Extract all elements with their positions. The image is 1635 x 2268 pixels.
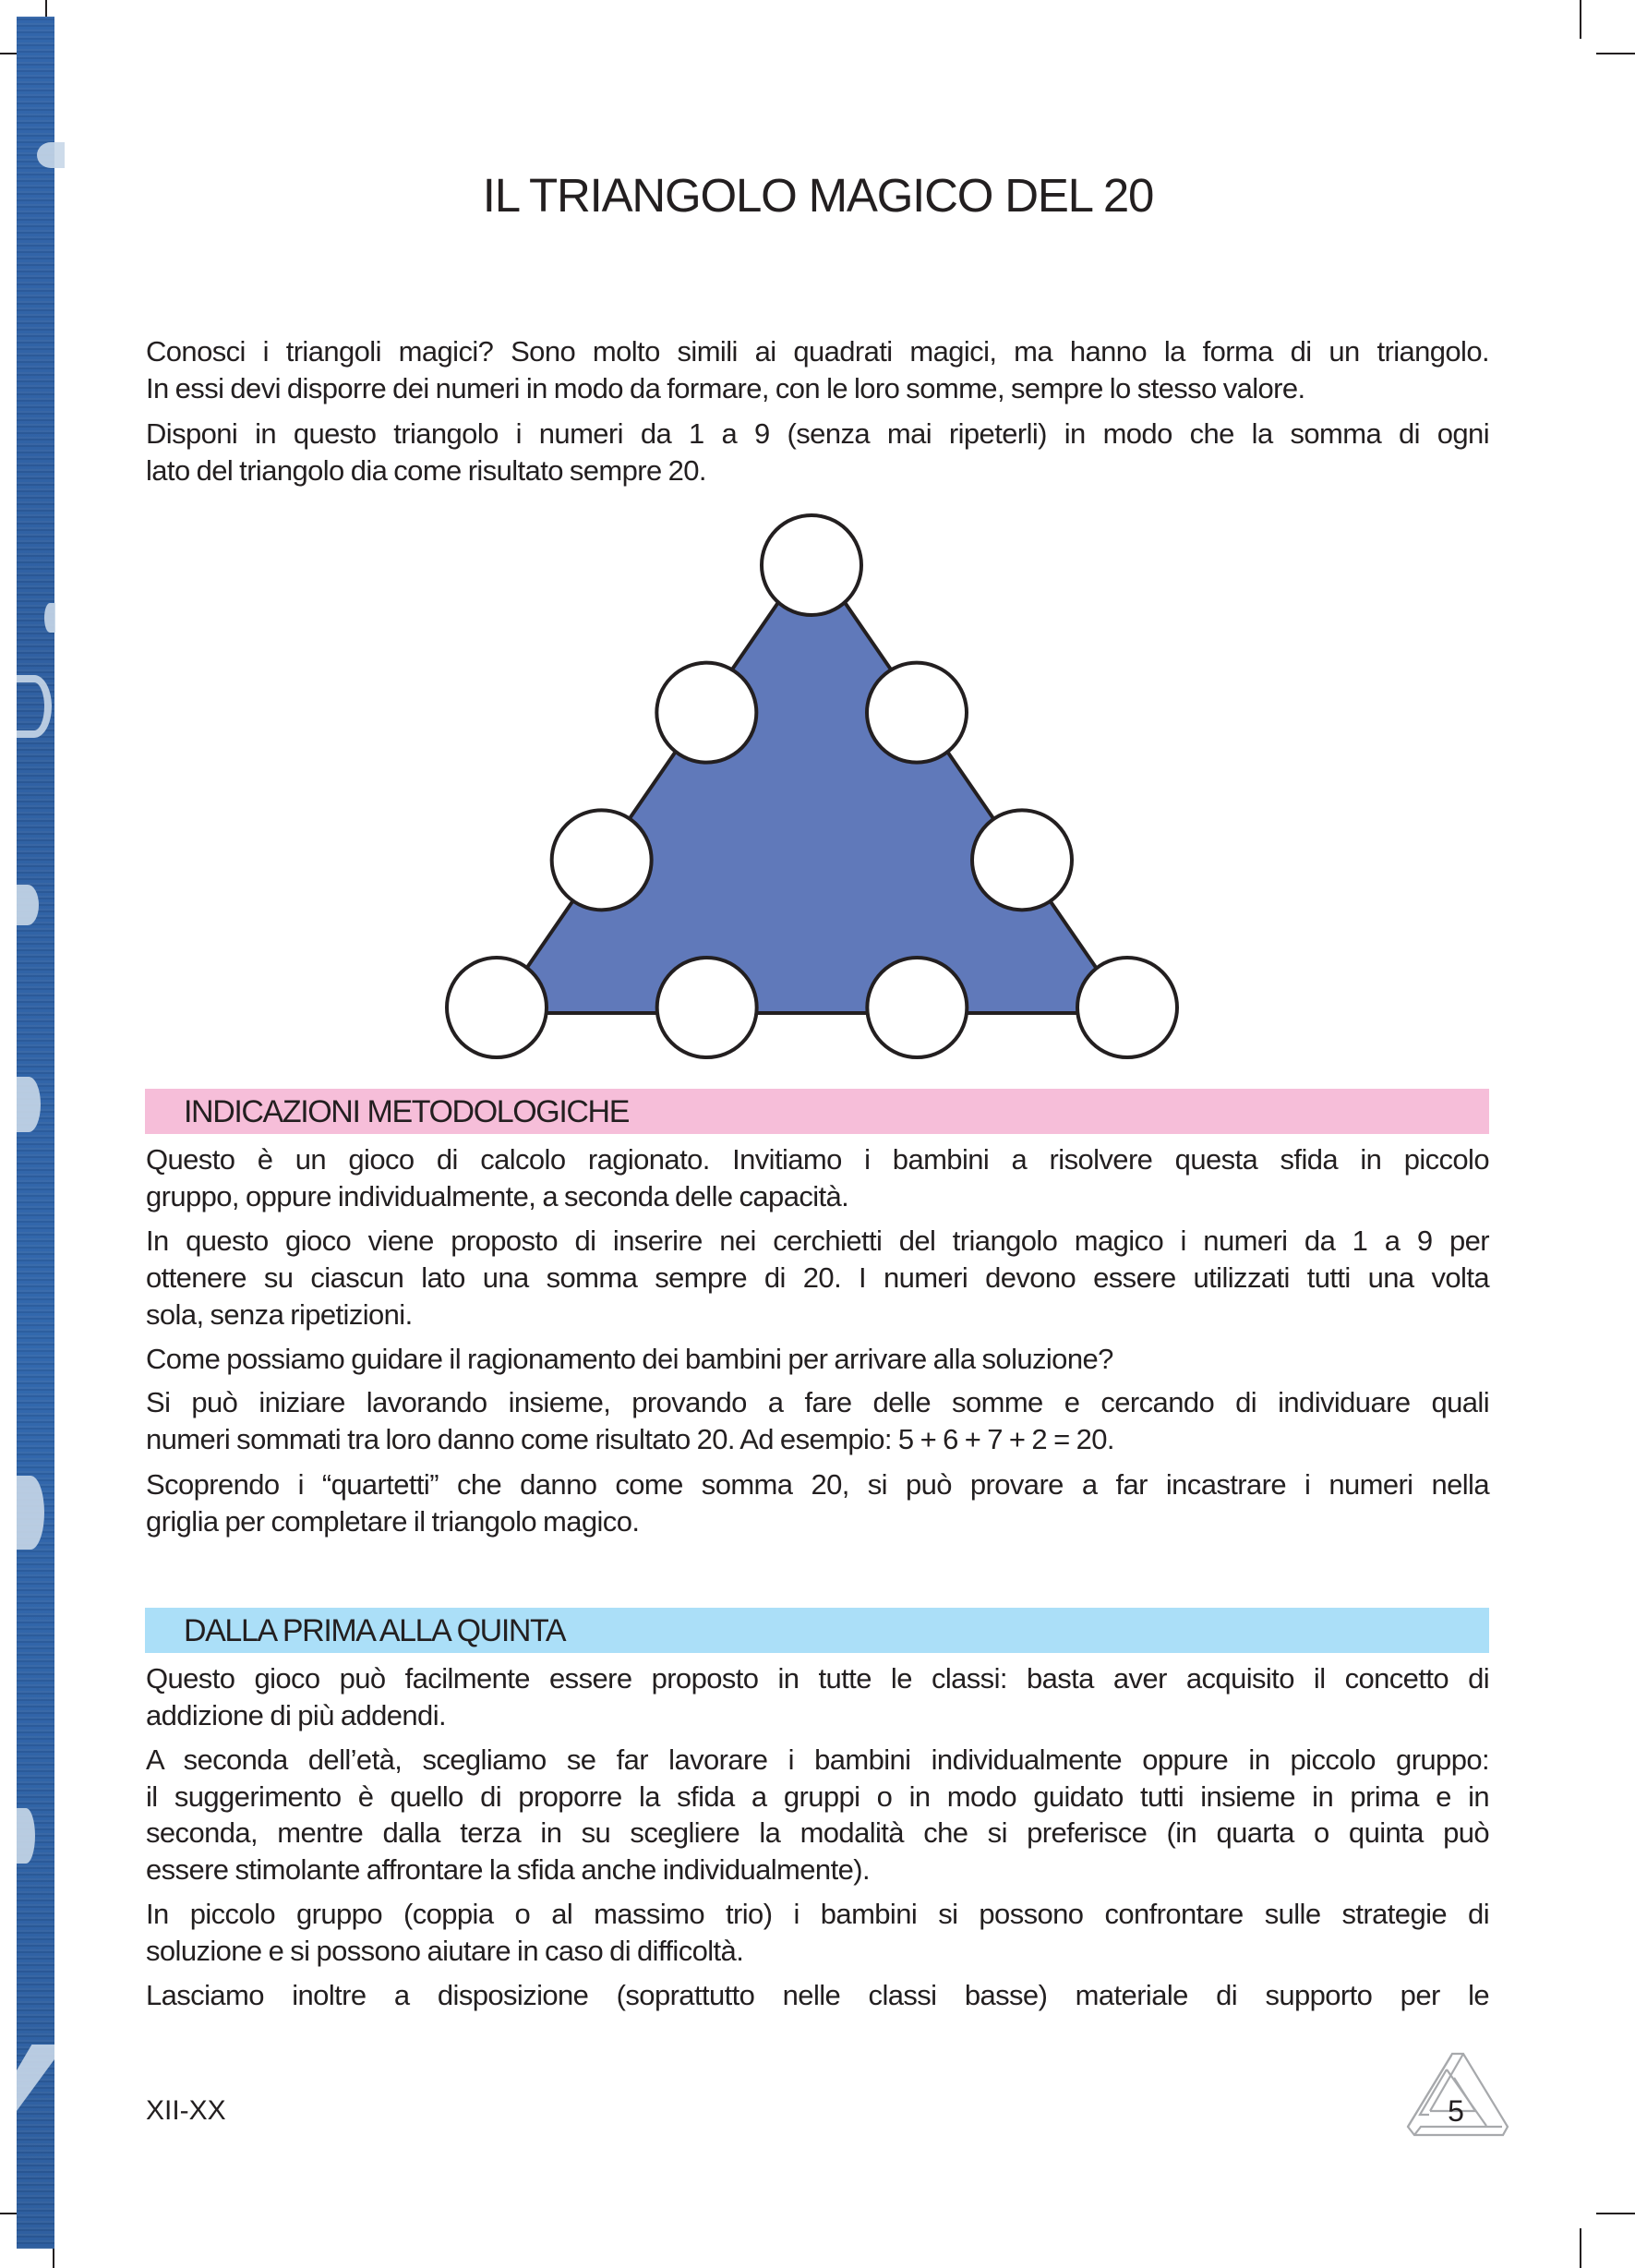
- triangle-shape: [496, 554, 1127, 1013]
- number-slot-circle: [972, 810, 1072, 910]
- decorative-side-strip: [17, 17, 54, 2249]
- crop-mark: [1596, 53, 1635, 54]
- intro-line: Disponi in questo triangolo i numeri da 1 a 9 (senza mai ripeterli) in modo che la somma di ogni: [146, 417, 1489, 450]
- body-line: Questo gioco può facilmente essere proposto in tutte le classi: basta aver acquisito il concetto di: [146, 1662, 1489, 1695]
- page-number: 5: [1448, 2094, 1464, 2128]
- footer-range-label: XII-XX: [146, 2095, 226, 2126]
- intro-line: Conosci i triangoli magici? Sono molto simili ai quadrati magici, ma hanno la forma di un triangolo.: [146, 335, 1489, 368]
- section-heading-band-methodology: [145, 1089, 1489, 1134]
- section-heading-band-classes: [145, 1608, 1489, 1653]
- page-title: IL TRIANGOLO MAGICO DEL 20: [482, 169, 1154, 223]
- intro-line: lato del triangolo dia come risultato sempre 20.: [146, 454, 706, 487]
- decorative-blob: [17, 1077, 41, 1132]
- decorative-blob: [44, 603, 55, 633]
- body-line: sola, senza ripetizioni.: [146, 1298, 413, 1331]
- body-line: addizione di più addendi.: [146, 1699, 446, 1731]
- decorative-blob: [17, 1476, 44, 1550]
- body-line: essere stimolante affrontare la sfida anche individualmente).: [146, 1853, 870, 1886]
- body-line: gruppo, oppure individualmente, a seconda delle capacità.: [146, 1180, 849, 1212]
- body-line: A seconda dell’età, scegliamo se far lavorare i bambini individualmente oppure in piccolo gruppo:: [146, 1743, 1489, 1776]
- body-line: Scoprendo i “quartetti” che danno come somma 20, si può provare a far incastrare i numeri nella: [146, 1468, 1489, 1501]
- penrose-triangle-icon: [1403, 2050, 1514, 2142]
- crop-mark: [1596, 2213, 1635, 2214]
- body-line: il suggerimento è quello di proporre la sfida a gruppi o in modo guidato tutti insieme in prima e in: [146, 1780, 1489, 1813]
- body-line: Come possiamo guidare il ragionamento dei bambini per arrivare alla soluzione?: [146, 1343, 1113, 1375]
- number-slot-circle: [656, 663, 756, 763]
- body-line: Si può iniziare lavorando insieme, provando a fare delle somme e cercando di individuare quali: [146, 1386, 1489, 1418]
- section-heading: DALLA PRIMA ALLA QUINTA: [184, 1613, 566, 1648]
- decorative-blob: [17, 675, 52, 738]
- body-line: In piccolo gruppo (coppia o al massimo trio) i bambini si possono confrontare sulle strategie di: [146, 1898, 1489, 1930]
- body-line: Questo è un gioco di calcolo ragionato. Invitiamo i bambini a risolvere questa sfida in piccolo: [146, 1143, 1489, 1176]
- section-heading: INDICAZIONI METODOLOGICHE: [184, 1094, 629, 1129]
- body-line: griglia per completare il triangolo magico.: [146, 1505, 640, 1538]
- crop-mark: [1580, 2228, 1581, 2268]
- number-slot-circle: [867, 663, 967, 763]
- number-slot-circle: [447, 958, 547, 1057]
- decorative-blob: [37, 142, 65, 168]
- decorative-blob: [17, 1808, 35, 1864]
- body-line: ottenere su ciascun lato una somma sempre di 20. I numeri devono essere utilizzati tutti una volta: [146, 1261, 1489, 1294]
- decorative-blob: [17, 2045, 54, 2118]
- crop-mark: [1580, 0, 1581, 39]
- number-slot-circle: [552, 810, 652, 910]
- number-slot-circle: [657, 958, 757, 1057]
- body-line: Lasciamo inoltre a disposizione (soprattutto nelle classi basse) materiale di supporto per le: [146, 1979, 1489, 2011]
- body-line: seconda, mentre dalla terza in su scegliere la modalità che si preferisce (in quarta o quinta può: [146, 1816, 1489, 1849]
- decorative-blob: [17, 885, 39, 925]
- body-line: In questo gioco viene proposto di inserire nei cerchietti del triangolo magico i numeri da 1 a 9 per: [146, 1224, 1489, 1257]
- number-slot-circle: [762, 515, 861, 615]
- intro-line: In essi devi disporre dei numeri in modo da formare, con le loro somme, sempre lo stesso valore.: [146, 372, 1305, 404]
- number-slot-circle: [1077, 958, 1177, 1057]
- number-slot-circle: [867, 958, 967, 1057]
- body-line: soluzione e si possono aiutare in caso di difficoltà.: [146, 1935, 744, 1967]
- body-line: numeri sommati tra loro danno come risultato 20. Ad esempio: 5 + 6 + 7 + 2 = 20.: [146, 1423, 1114, 1455]
